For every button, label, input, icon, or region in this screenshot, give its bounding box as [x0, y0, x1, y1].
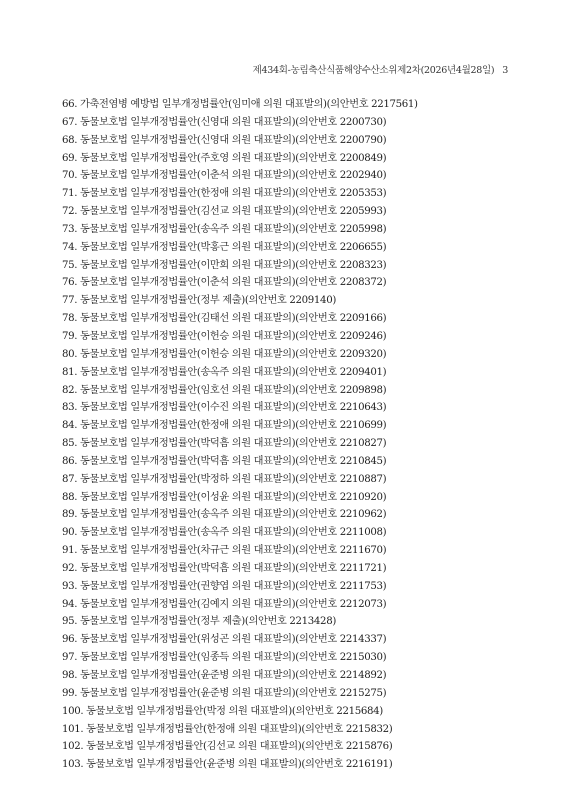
- bill-list-item: 69. 동물보호법 일부개정법률안(주호영 의원 대표발의)(의안번호 2200849): [62, 152, 387, 164]
- bill-list-item: 80. 동물보호법 일부개정법률안(이헌승 의원 대표발의)(의안번호 2209320): [62, 348, 387, 360]
- bill-list-item: 99. 동물보호법 일부개정법률안(윤준병 의원 대표발의)(의안번호 2215275): [62, 687, 387, 699]
- bill-list-item: 82. 동물보호법 일부개정법률안(임호선 의원 대표발의)(의안번호 2209898): [62, 384, 387, 396]
- bill-list-item: 71. 동물보호법 일부개정법률안(한정애 의원 대표발의)(의안번호 2205353): [62, 188, 387, 200]
- bill-list-item: 92. 동물보호법 일부개정법률안(박덕흠 의원 대표발의)(의안번호 2211721): [62, 562, 387, 574]
- bill-list-item: 98. 동물보호법 일부개정법률안(윤준병 의원 대표발의)(의안번호 2214892): [62, 670, 387, 681]
- bill-list-item: 70. 동물보호법 일부개정법률안(이춘석 의원 대표발의)(의안번호 2202940): [62, 170, 387, 182]
- bill-list-item: 73. 동물보호법 일부개정법률안(송옥주 의원 대표발의)(의안번호 2205998): [62, 223, 387, 235]
- bill-list-item: 97. 동물보호법 일부개정법률안(임종득 의원 대표발의)(의안번호 2215030): [62, 652, 387, 664]
- bill-list-item: 101. 동물보호법 일부개정법률안(한정애 의원 대표발의)(의안번호 2215832): [62, 723, 393, 735]
- bill-list-item: 77. 동물보호법 일부개정법률안(정부 제출)(의안번호 2209140): [62, 295, 336, 307]
- bill-list-item: 76. 동물보호법 일부개정법률안(이춘석 의원 대표발의)(의안번호 2208372): [62, 277, 387, 289]
- bill-list-item: 102. 동물보호법 일부개정법률안(김선교 의원 대표발의)(의안번호 2215876): [62, 741, 393, 753]
- bill-list-item: 75. 동물보호법 일부개정법률안(이만희 의원 대표발의)(의안번호 2208323): [62, 259, 387, 271]
- bill-list-item: 95. 동물보호법 일부개정법률안(정부 제출)(의안번호 2213428): [62, 616, 336, 628]
- bill-list-item: 87. 동물보호법 일부개정법률안(박정하 의원 대표발의)(의안번호 2210887): [62, 473, 387, 485]
- bill-list-item: 85. 동물보호법 일부개정법률안(박덕흠 의원 대표발의)(의안번호 2210827): [62, 438, 387, 450]
- bill-list-item: 72. 동물보호법 일부개정법률안(김선교 의원 대표발의)(의안번호 2205993): [62, 206, 387, 218]
- bill-list-item: 103. 동물보호법 일부개정법률안(윤준병 의원 대표발의)(의안번호 2216191): [62, 759, 393, 771]
- bill-list-item: 74. 동물보호법 일부개정법률안(박홍근 의원 대표발의)(의안번호 2206655): [62, 241, 387, 253]
- page-header: [253, 62, 508, 76]
- bill-list-item: 78. 동물보호법 일부개정법률안(김태선 의원 대표발의)(의안번호 2209166): [62, 313, 387, 325]
- bill-list: [62, 96, 522, 774]
- bill-list-item: 67. 동물보호법 일부개정법률안(신영대 의원 대표발의)(의안번호 2200730): [62, 116, 387, 128]
- page-number: 3: [502, 65, 508, 76]
- bill-list-item: 93. 동물보호법 일부개정법률안(권향엽 의원 대표발의)(의안번호 2211753): [62, 580, 387, 592]
- bill-list-item: 91. 동물보호법 일부개정법률안(차규근 의원 대표발의)(의안번호 2211670): [62, 545, 387, 557]
- bill-list-item: 86. 동물보호법 일부개정법률안(박덕흠 의원 대표발의)(의안번호 2210845): [62, 455, 387, 467]
- bill-list-item: 68. 동물보호법 일부개정법률안(신영대 의원 대표발의)(의안번호 2200790): [62, 134, 387, 146]
- bill-list-item: 66. 가축전염병 예방법 일부개정법률안(임미애 의원 대표발의)(의안번호 2217561): [62, 99, 418, 110]
- bill-list-item: 84. 동물보호법 일부개정법률안(한정애 의원 대표발의)(의안번호 2210699): [62, 420, 387, 432]
- bill-list-item: 79. 동물보호법 일부개정법률안(이헌승 의원 대표발의)(의안번호 2209246): [62, 330, 387, 342]
- bill-list-item: 90. 동물보호법 일부개정법률안(송옥주 의원 대표발의)(의안번호 2211008): [62, 527, 387, 539]
- bill-list-item: 88. 동물보호법 일부개정법률안(이성윤 의원 대표발의)(의안번호 2210920): [62, 491, 387, 503]
- bill-list-item: 100. 동물보호법 일부개정법률안(박정 의원 대표발의)(의안번호 2215684): [62, 705, 383, 717]
- bill-list-item: 94. 동물보호법 일부개정법률안(김예지 의원 대표발의)(의안번호 2212073): [62, 598, 387, 610]
- bill-list-item: 81. 동물보호법 일부개정법률안(송옥주 의원 대표발의)(의안번호 2209401): [62, 366, 387, 378]
- bill-list-item: 89. 동물보호법 일부개정법률안(송옥주 의원 대표발의)(의안번호 2210962): [62, 509, 387, 521]
- header-title: 제434회-농림축산식품해양수산소위제2차(2026년4월28일): [252, 65, 495, 76]
- bill-list-item: 96. 동물보호법 일부개정법률안(위성곤 의원 대표발의)(의안번호 2214337): [62, 634, 387, 646]
- bill-list-item: 83. 동물보호법 일부개정법률안(이수진 의원 대표발의)(의안번호 2210643): [62, 402, 387, 414]
